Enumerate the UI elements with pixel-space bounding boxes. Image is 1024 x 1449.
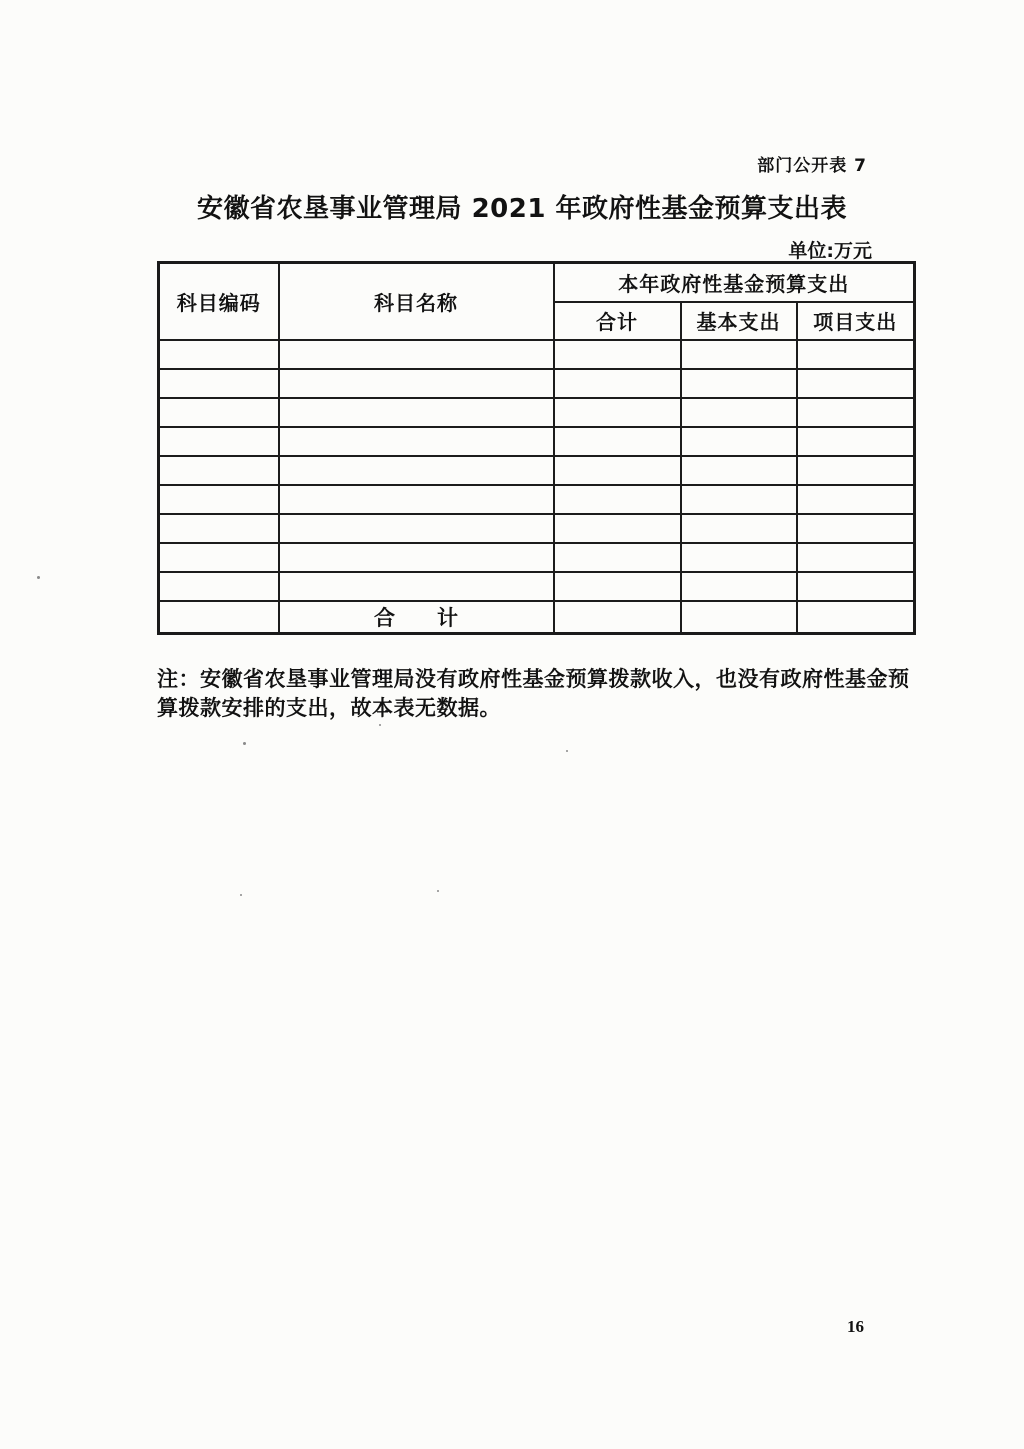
empty-cell [681, 427, 797, 456]
empty-cell [279, 398, 554, 427]
empty-cell [159, 485, 279, 514]
empty-cell [797, 456, 915, 485]
col-header-budget-group: 本年政府性基金预算支出 [554, 263, 915, 302]
empty-table-row [159, 543, 915, 572]
unit-label: 单位:万元 [788, 240, 872, 262]
empty-cell [159, 543, 279, 572]
note-line-2: 算拨款安排的支出，故本表无数据。 [157, 696, 501, 720]
empty-cell [159, 369, 279, 398]
empty-cell [681, 340, 797, 369]
table-body [159, 340, 915, 601]
table-total-section [159, 601, 915, 634]
empty-cell [554, 514, 681, 543]
empty-table-row [159, 572, 915, 601]
empty-cell [681, 543, 797, 572]
empty-cell [797, 485, 915, 514]
empty-cell [681, 514, 797, 543]
empty-cell [279, 543, 554, 572]
empty-cell [159, 514, 279, 543]
col-header-subject-code: 科目编码 [159, 263, 279, 340]
scan-speck [240, 894, 242, 896]
empty-cell [554, 369, 681, 398]
col-header-total: 合计 [554, 302, 681, 340]
empty-cell [159, 572, 279, 601]
empty-cell [279, 369, 554, 398]
scan-speck [566, 750, 568, 752]
scan-speck [437, 890, 439, 892]
empty-cell [681, 369, 797, 398]
empty-table-row [159, 427, 915, 456]
empty-table-row [159, 456, 915, 485]
total-row [159, 601, 915, 634]
empty-cell [279, 340, 554, 369]
empty-cell [797, 543, 915, 572]
col-header-basic: 基本支出 [681, 302, 797, 340]
empty-cell [681, 572, 797, 601]
empty-cell [279, 572, 554, 601]
empty-table-row [159, 485, 915, 514]
empty-table-row [159, 514, 915, 543]
empty-cell [554, 456, 681, 485]
scan-speck [379, 724, 381, 726]
empty-cell [159, 340, 279, 369]
total-row-basic-cell [681, 601, 797, 634]
empty-cell [159, 398, 279, 427]
total-row-label: 合 计 [279, 601, 554, 634]
col-header-subject-name: 科目名称 [279, 263, 554, 340]
empty-table-row [159, 369, 915, 398]
scan-speck [243, 742, 246, 745]
empty-cell [159, 427, 279, 456]
table-header [159, 263, 915, 340]
empty-cell [279, 485, 554, 514]
empty-cell [554, 427, 681, 456]
empty-table-row [159, 398, 915, 427]
empty-cell [681, 456, 797, 485]
empty-table-row [159, 340, 915, 369]
doc-label: 部门公开表 7 [757, 156, 867, 176]
empty-cell [554, 340, 681, 369]
total-row-code-cell [159, 601, 279, 634]
total-row-project-cell [797, 601, 915, 634]
empty-cell [554, 572, 681, 601]
budget-table [157, 261, 916, 635]
empty-cell [681, 398, 797, 427]
empty-cell [279, 514, 554, 543]
note [157, 665, 925, 723]
empty-cell [681, 485, 797, 514]
empty-cell [797, 514, 915, 543]
empty-cell [554, 543, 681, 572]
empty-cell [279, 456, 554, 485]
col-header-project: 项目支出 [797, 302, 915, 340]
scan-speck [37, 576, 40, 579]
note-line-1: 注：安徽省农垦事业管理局没有政府性基金预算拨款收入，也没有政府性基金预 [157, 667, 910, 691]
page-title: 安徽省农垦事业管理局 2021 年政府性基金预算支出表 [197, 194, 847, 224]
page-number: 16 [847, 1317, 864, 1336]
empty-cell [554, 398, 681, 427]
empty-cell [797, 340, 915, 369]
empty-cell [279, 427, 554, 456]
empty-cell [797, 398, 915, 427]
empty-cell [797, 572, 915, 601]
empty-cell [797, 369, 915, 398]
empty-cell [159, 456, 279, 485]
total-row-total-cell [554, 601, 681, 634]
header-row-1 [159, 263, 915, 302]
empty-cell [554, 485, 681, 514]
empty-cell [797, 427, 915, 456]
